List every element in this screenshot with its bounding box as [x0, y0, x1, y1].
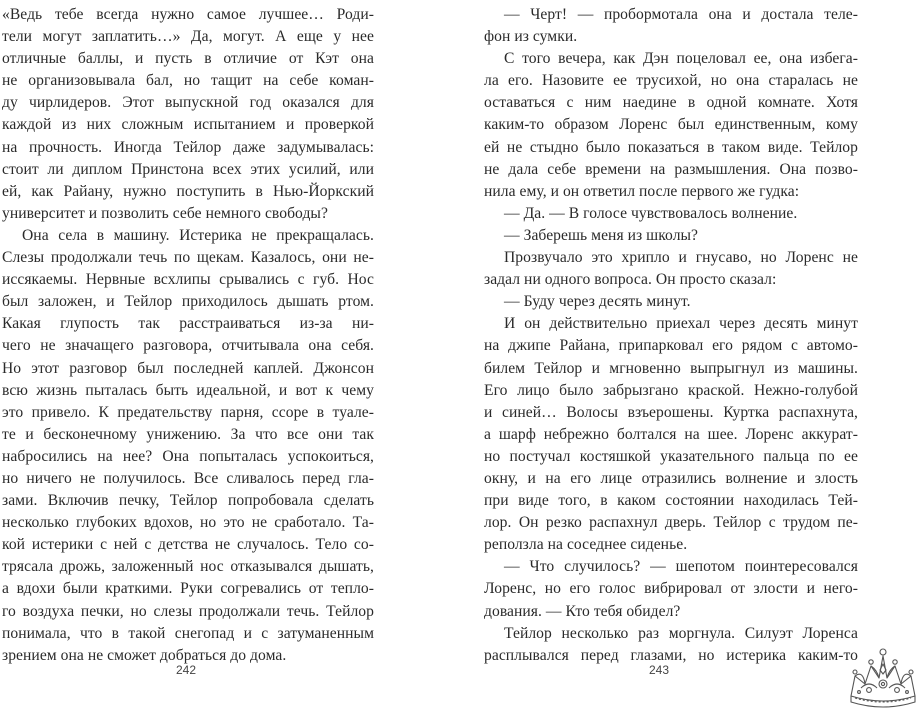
text-line: понимала, что в такой снегопад и с затуманенным: [2, 624, 374, 642]
text-line: ла его. Назовите ее трусихой, но она старалась не: [484, 72, 858, 90]
text-line: билем Тейлор и мгновенно выпрыгнул из машины.: [484, 359, 858, 377]
text-line: — Черт! — пробормотала она и достала теле-: [504, 6, 858, 23]
left-page-text: [2, 4, 374, 667]
text-line: чего не значащего разговора, отчитывала она себя.: [2, 337, 374, 355]
text-line: на джипе Райана, припарковал его рядом с автомо-: [484, 337, 858, 355]
text-line: кой истерики с ней с детства не случалось. Тело со-: [2, 536, 374, 554]
text-line: был заложен, и Тейлор приходилось дышать ртом.: [2, 293, 374, 311]
text-line: те и бесконечному унижению. За что все они так: [2, 425, 374, 443]
text-line: всю жизнь пыталась быть идеальной, и вот к чему: [2, 381, 374, 399]
text-line: оставаться с ним наедине в одной комнате. Хотя: [484, 94, 858, 112]
text-line: задал ни одного вопроса. Он просто сказал:: [484, 271, 777, 289]
text-line: Какая глупость так расстраиваться из-за ни-: [2, 315, 374, 333]
text-line: но ничего не получилось. Все сливалось перед гла-: [2, 469, 374, 487]
text-line: Его лицо было забрызгано краской. Нежно-голубой: [484, 381, 858, 399]
text-line: Но этот разговор был последней каплей. Джонсон: [2, 359, 374, 377]
text-line: «Ведь тебе всегда нужно самое лучшее… Роди-: [2, 6, 374, 23]
text-line: это привело. К предательству парня, ссоре в туале-: [2, 403, 374, 421]
text-line: набросились на нее? Она попыталась успокоиться,: [2, 447, 374, 465]
text-line: стоит ли диплом Принстона всех этих усилий, или: [2, 160, 374, 178]
text-line: тели могут заплатить…» Да, могут. А еще у нее: [2, 28, 374, 46]
text-line: иссякаемы. Нервные всхлипы срывались с губ. Нос: [2, 271, 374, 289]
right-page: [462, 0, 924, 708]
text-line: несколько глубоких вдохов, но это не сработало. Та-: [2, 514, 374, 532]
text-line: — Буду через десять минут.: [504, 293, 691, 311]
text-line: не дала себе времени на размышления. Она позво-: [484, 160, 858, 178]
text-line: реползла на соседнее сиденье.: [484, 536, 688, 554]
text-line: ей, как Райану, нужно поступить в Нью-Йоркский: [2, 182, 374, 200]
text-line: расплывался перед глазами, но истерика каким-то: [484, 646, 858, 664]
text-line: лор. Он резко распахнул дверь. Тейлор с трудом пе-: [484, 514, 858, 532]
text-line: отличные баллы, и пусть в отличие от Кэт она: [2, 50, 374, 68]
text-line: каким-то образом Лоренс был единственным, кому: [484, 116, 858, 134]
text-line: Прозвучало это хрипло и гнусаво, но Лоренс не: [504, 249, 858, 267]
text-line: на прочность. Иногда Тейлор даже задумывалась:: [2, 138, 374, 156]
text-line: Слезы продолжали течь по щекам. Казалось, они не-: [2, 249, 374, 267]
text-line: Лоренс, но его голос вибрировал от злости и него-: [484, 580, 858, 598]
text-line: Она села в машину. Истерика не прекращалась.: [22, 226, 374, 244]
text-line: трясала дрожь, заложенный нос отказывался дышать,: [2, 558, 374, 576]
text-line: дования. — Кто тебя обидел?: [484, 602, 681, 620]
text-line: окну, и на его лице отразились волнение и злость: [484, 469, 858, 487]
text-line: а вдохи были краткими. Руки согревались от тепло-: [2, 580, 374, 598]
text-line: — Заберешь меня из школы?: [504, 226, 699, 244]
right-page-text: [484, 4, 858, 667]
text-line: — Что случилось? — шепотом поинтересовался: [504, 558, 858, 576]
text-line: зрением она не сможет добраться до дома.: [2, 646, 287, 664]
text-line: а шарф небрежно болтался на шее. Лоренс аккурат-: [484, 425, 858, 443]
page-number: 243: [649, 663, 670, 677]
text-line: И он действительно приехал через десять минут: [504, 315, 858, 333]
text-line: но постучал костяшкой указательного пальца по ее: [484, 447, 858, 465]
text-line: при виде того, в каком состоянии находилась Тей-: [484, 492, 858, 510]
text-line: С того вечера, как Дэн поцеловал ее, она избега-: [504, 50, 858, 68]
text-line: и синей… Волосы взъерошены. Куртка распахнута,: [484, 403, 858, 421]
tiara-icon: [843, 640, 923, 708]
text-line: фон из сумки.: [484, 28, 578, 46]
text-line: Тейлор несколько раз моргнула. Силуэт Лоренса: [504, 624, 858, 642]
text-line: ей не стыдно было показаться в таком виде. Тейлор: [484, 138, 858, 156]
page-number: 242: [176, 663, 197, 677]
text-line: го воздуха печки, но слезы продолжали течь. Тейлор: [2, 602, 374, 620]
text-line: не организовывала бал, но тащит на себе коман-: [2, 72, 374, 90]
text-line: каждой из них сложным испытанием и проверкой: [2, 116, 374, 134]
text-line: нила ему, и он ответил после первого же гудка:: [484, 182, 800, 200]
text-line: — Да. — В голосе чувствовалось волнение.: [504, 204, 798, 222]
text-line: зами. Включив печку, Тейлор попробовала сделать: [2, 492, 374, 510]
text-line: университет и позволить себе немного свободы?: [2, 204, 328, 222]
text-line: ду чирлидеров. Этот выпускной год оказался для: [2, 94, 374, 112]
